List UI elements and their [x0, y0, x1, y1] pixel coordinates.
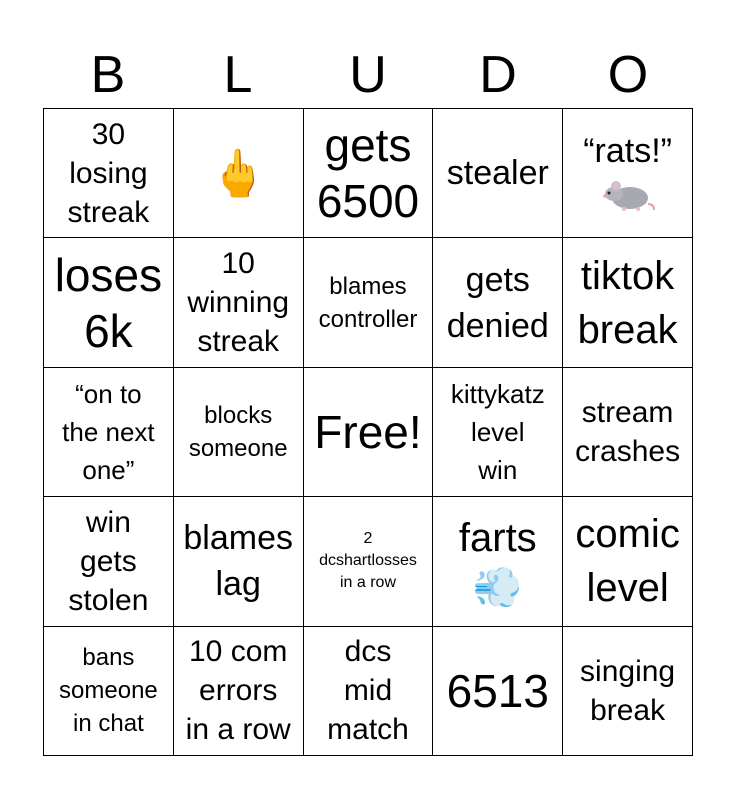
bingo-cell-b5[interactable] [44, 627, 174, 756]
cell-label: kittykatz level win [450, 378, 545, 485]
bingo-cell-u3[interactable] [304, 368, 434, 497]
header-letter-o: O [607, 46, 649, 104]
cell-label: 30 losing streak [67, 117, 150, 229]
header-letter-u: U [349, 46, 387, 104]
cell-label: singing break [580, 654, 676, 727]
bingo-cell-b1[interactable] [44, 109, 174, 238]
bingo-cell-b4[interactable] [44, 497, 174, 626]
bingo-cell-o5[interactable] [563, 627, 693, 756]
rat-icon [600, 174, 656, 219]
bingo-cell-d2[interactable] [433, 238, 563, 367]
bingo-grid [43, 108, 693, 756]
bingo-cell-u5[interactable] [304, 627, 434, 756]
bingo-cell-b2[interactable] [44, 238, 174, 367]
bingo-cell-o4[interactable] [563, 497, 693, 626]
bingo-cell-l3[interactable] [174, 368, 304, 497]
cell-label: stream crashes [575, 395, 681, 468]
bingo-header [43, 40, 693, 110]
bingo-cell-o1[interactable] [563, 109, 693, 238]
bingo-card [43, 0, 693, 800]
bingo-cell-d1[interactable] [433, 109, 563, 238]
cell-label: blames controller [318, 272, 418, 333]
cell-label: blocks someone [188, 401, 288, 462]
wind-icon: 💨 [472, 566, 523, 611]
bingo-cell-d3[interactable] [433, 368, 563, 497]
bingo-cell-b3[interactable] [44, 368, 174, 497]
cell-label: bans someone in chat [59, 644, 158, 738]
bingo-cell-d5[interactable] [433, 627, 563, 756]
cell-label: 10 com errors in a row [185, 635, 291, 747]
free-space-label: Free! [314, 405, 422, 458]
cell-label: stealer [446, 154, 549, 193]
bingo-cell-l5[interactable] [174, 627, 304, 756]
bingo-cell-l4[interactable] [174, 497, 304, 626]
cell-label: gets 6500 [316, 119, 420, 228]
bingo-cell-u4[interactable] [304, 497, 434, 626]
header-letter-d: D [479, 46, 517, 104]
cell-label: “rats!” [583, 131, 672, 170]
cell-label: tiktok break [577, 253, 678, 352]
cell-label: farts [458, 516, 537, 561]
cell-label: dcs mid match [327, 635, 409, 747]
bingo-cell-l2[interactable] [174, 238, 304, 367]
bingo-cell-u1[interactable] [304, 109, 434, 238]
bingo-cell-u2[interactable] [304, 238, 434, 367]
cell-label: win gets stolen [68, 505, 149, 617]
cell-label: 2 dcshartlosses in a row [319, 530, 417, 592]
cell-label: 10 winning streak [187, 247, 290, 359]
header-letter-l: L [223, 46, 253, 104]
bingo-cell-o3[interactable] [563, 368, 693, 497]
cell-label: 6513 [446, 664, 549, 717]
middle-finger-icon: 🖕 [209, 147, 267, 200]
cell-label: comic level [575, 512, 680, 611]
bingo-cell-l1[interactable] [174, 109, 304, 238]
bingo-cell-d4[interactable] [433, 497, 563, 626]
bingo-cell-o2[interactable] [563, 238, 693, 367]
cell-label: “on to the next one” [62, 378, 155, 485]
header-letter-b: B [90, 46, 126, 104]
cell-label: gets denied [446, 260, 549, 345]
cell-label: loses 6k [54, 248, 163, 357]
cell-label: blames lag [183, 519, 293, 604]
